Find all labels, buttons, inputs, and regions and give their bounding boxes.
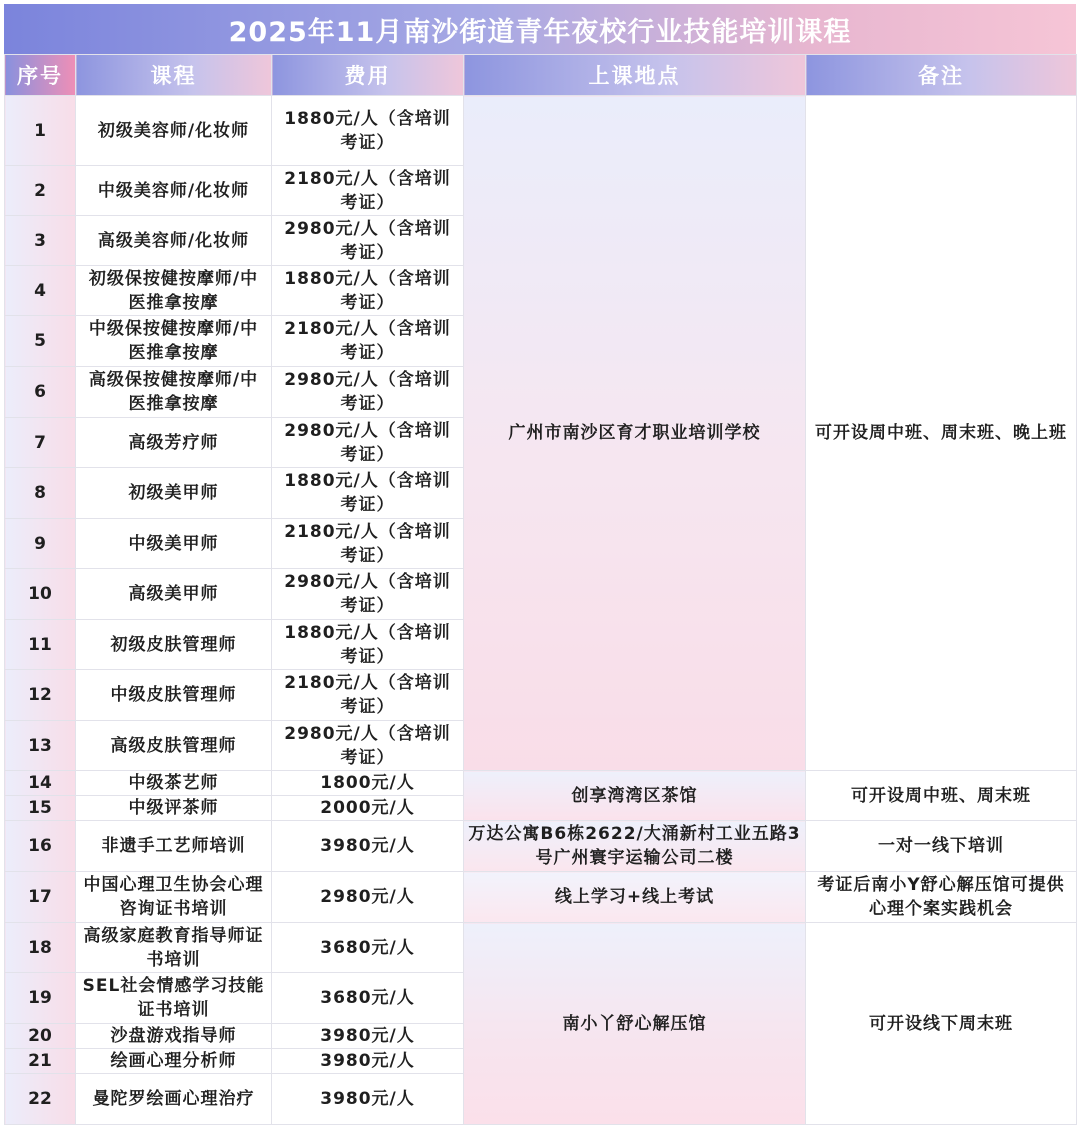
- row-number: 10: [5, 569, 76, 620]
- course-name: 中级皮肤管理师: [76, 670, 272, 721]
- remark-cell: 可开设周中班、周末班: [806, 771, 1077, 821]
- course-fee: 2180元/人（含培训考证）: [272, 670, 464, 721]
- course-fee: 2980元/人（含培训考证）: [272, 569, 464, 620]
- header-location: 上课地点: [464, 55, 806, 96]
- location-cell: 创享湾湾区茶馆: [464, 771, 806, 821]
- course-name: 中级评茶师: [76, 796, 272, 821]
- course-fee: 1880元/人（含培训考证）: [272, 96, 464, 166]
- row-number: 9: [5, 519, 76, 569]
- course-name: 高级美容师/化妆师: [76, 216, 272, 266]
- course-name: 中国心理卫生协会心理咨询证书培训: [76, 872, 272, 923]
- header-fee: 费用: [272, 55, 464, 96]
- course-name: 初级美容师/化妆师: [76, 96, 272, 166]
- course-name: SEL社会情感学习技能证书培训: [76, 973, 272, 1024]
- row-number: 8: [5, 468, 76, 519]
- row-number: 4: [5, 266, 76, 316]
- row-number: 11: [5, 620, 76, 670]
- table-row: [5, 771, 1077, 796]
- course-name: 高级保按健按摩师/中医推拿按摩: [76, 367, 272, 418]
- row-number: 2: [5, 166, 76, 216]
- course-name: 高级芳疗师: [76, 418, 272, 468]
- course-fee: 2980元/人（含培训考证）: [272, 216, 464, 266]
- course-name: 中级美甲师: [76, 519, 272, 569]
- course-fee: 1880元/人（含培训考证）: [272, 266, 464, 316]
- row-number: 14: [5, 771, 76, 796]
- remark-cell: 考证后南小Y舒心解压馆可提供心理个案实践机会: [806, 872, 1077, 923]
- course-fee: 1800元/人: [272, 771, 464, 796]
- remark-cell: 可开设周中班、周末班、晚上班: [806, 96, 1077, 771]
- course-name: 中级美容师/化妆师: [76, 166, 272, 216]
- course-fee: 2980元/人（含培训考证）: [272, 367, 464, 418]
- course-fee: 3680元/人: [272, 973, 464, 1024]
- row-number: 3: [5, 216, 76, 266]
- row-number: 17: [5, 872, 76, 923]
- course-fee: 3980元/人: [272, 1074, 464, 1125]
- row-number: 12: [5, 670, 76, 721]
- course-fee: 1880元/人（含培训考证）: [272, 620, 464, 670]
- row-number: 22: [5, 1074, 76, 1125]
- course-name: 曼陀罗绘画心理治疗: [76, 1074, 272, 1125]
- location-cell: 万达公寓B6栋2622/大涌新村工业五路3号广州寰宇运输公司二楼: [464, 821, 806, 872]
- course-name: 高级皮肤管理师: [76, 721, 272, 771]
- row-number: 18: [5, 923, 76, 973]
- course-name: 初级皮肤管理师: [76, 620, 272, 670]
- course-table: [4, 54, 1077, 1125]
- row-number: 1: [5, 96, 76, 166]
- row-number: 21: [5, 1049, 76, 1074]
- course-name: 初级美甲师: [76, 468, 272, 519]
- course-fee: 2980元/人（含培训考证）: [272, 418, 464, 468]
- table-row: [5, 96, 1077, 166]
- table-row: [5, 872, 1077, 923]
- course-fee: 3980元/人: [272, 821, 464, 872]
- location-cell: 广州市南沙区育才职业培训学校: [464, 96, 806, 771]
- row-number: 16: [5, 821, 76, 872]
- row-number: 15: [5, 796, 76, 821]
- row-number: 5: [5, 316, 76, 367]
- course-fee: 3980元/人: [272, 1024, 464, 1049]
- remark-cell: 一对一线下培训: [806, 821, 1077, 872]
- course-fee: 1880元/人（含培训考证）: [272, 468, 464, 519]
- sheet-title: 2025年11月南沙街道青年夜校行业技能培训课程: [4, 4, 1076, 54]
- course-name: 沙盘游戏指导师: [76, 1024, 272, 1049]
- course-fee: 2980元/人: [272, 872, 464, 923]
- header-no: 序号: [5, 55, 76, 96]
- course-name: 初级保按健按摩师/中医推拿按摩: [76, 266, 272, 316]
- course-name: 绘画心理分析师: [76, 1049, 272, 1074]
- row-number: 13: [5, 721, 76, 771]
- course-fee: 2000元/人: [272, 796, 464, 821]
- course-fee: 3680元/人: [272, 923, 464, 973]
- course-name: 非遗手工艺师培训: [76, 821, 272, 872]
- remark-cell: 可开设线下周末班: [806, 923, 1077, 1125]
- course-name: 中级保按健按摩师/中医推拿按摩: [76, 316, 272, 367]
- header-row: [5, 55, 1077, 96]
- course-name: 中级茶艺师: [76, 771, 272, 796]
- course-fee: 2180元/人（含培训考证）: [272, 519, 464, 569]
- row-number: 7: [5, 418, 76, 468]
- row-number: 19: [5, 973, 76, 1024]
- course-fee: 3980元/人: [272, 1049, 464, 1074]
- row-number: 20: [5, 1024, 76, 1049]
- location-cell: 南小丫舒心解压馆: [464, 923, 806, 1125]
- table-row: [5, 923, 1077, 973]
- header-course: 课程: [76, 55, 272, 96]
- course-fee: 2180元/人（含培训考证）: [272, 166, 464, 216]
- course-name: 高级家庭教育指导师证书培训: [76, 923, 272, 973]
- course-fee: 2980元/人（含培训考证）: [272, 721, 464, 771]
- row-number: 6: [5, 367, 76, 418]
- location-cell: 线上学习+线上考试: [464, 872, 806, 923]
- course-fee: 2180元/人（含培训考证）: [272, 316, 464, 367]
- course-name: 高级美甲师: [76, 569, 272, 620]
- table-row: [5, 821, 1077, 872]
- header-remark: 备注: [806, 55, 1077, 96]
